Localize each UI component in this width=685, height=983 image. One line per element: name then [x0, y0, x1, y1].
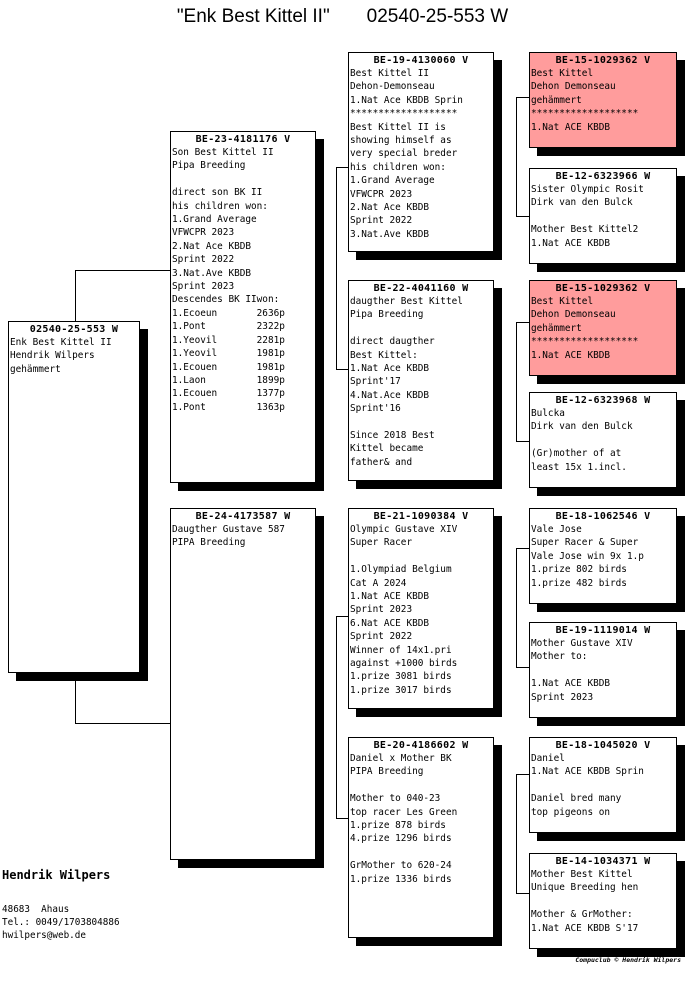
connector [516, 548, 530, 549]
subject-card [8, 321, 140, 673]
grandparent-card [348, 737, 494, 938]
connector [75, 270, 171, 271]
connector [75, 672, 76, 724]
connector [516, 774, 530, 775]
connector [516, 667, 530, 668]
great-grandparent-card [529, 737, 677, 833]
ring-number: BE-18-1062546 V [555, 511, 651, 522]
great-grandparent-card [529, 392, 677, 488]
grandparent-card [348, 508, 494, 709]
pigeon-info: Mother Gustave XIV Mother to: 1.Nat ACE KBDB Sprint 2023 [531, 638, 633, 703]
pigeon-info: Daniel x Mother BK PIPA Breeding Mother to 040-23 top racer Les Green 1.prize 878 birds 4.prize 1296 birds GrMother to 620-24 1.prize 1336 birds [350, 753, 458, 885]
connector [516, 322, 517, 441]
ring-number: BE-15-1029362 V [555, 55, 651, 66]
pigeon-info: Bulcka Dirk van den Bulck (Gr)mother of at least 15x 1.incl. [531, 408, 633, 473]
sire-card [170, 131, 316, 483]
ring-number: BE-15-1029362 V [555, 283, 651, 294]
connector [516, 774, 517, 893]
ring-number: 02540-25-553 W [29, 324, 119, 335]
pigeon-info: Best Kittel Dehon Demonseau gehämmert ******************* 1.Nat ACE KBDB [531, 296, 639, 361]
connector [75, 723, 171, 724]
grandparent-card [348, 52, 494, 252]
pigeon-info: Vale Jose Super Racer & Super Vale Jose win 9x 1.p 1.prize 802 birds 1.prize 482 birds [531, 524, 644, 589]
great-grandparent-card [529, 280, 677, 376]
pigeon-info: Sister Olympic Rosit Dirk van den Bulck Mother Best Kittel2 1.Nat ACE KBDB [531, 184, 644, 249]
connector [336, 616, 337, 818]
pigeon-info: daugther Best Kittel Pipa Breeding direct daugther Best Kittel: 1.Nat Ace KBDB Sprint'17 4.Nat.Ace KBDB Sprint'16 Since 2018 Best Kittel became father& and [350, 296, 463, 468]
connector [516, 97, 517, 216]
pigeon-info: Daugther Gustave 587 PIPA Breeding [172, 524, 285, 549]
ring-number: BE-18-1045020 V [555, 740, 651, 751]
connector [516, 216, 530, 217]
pedigree-title: "Enk Best Kittel II" 02540-25-553 W [176, 6, 509, 27]
great-grandparent-card [529, 508, 677, 604]
pigeon-info: Olympic Gustave XIV Super Racer 1.Olympiad Belgium Cat A 2024 1.Nat ACE KBDB Sprint 2023 6.Nat ACE KBDB Sprint 2022 Winner of 14x1.pri against +1000 birds 1.prize 3081 birds 1.prize 3017 birds [350, 524, 458, 696]
connector [516, 893, 530, 894]
ring-number: BE-22-4041160 W [373, 283, 469, 294]
connector [516, 441, 530, 442]
great-grandparent-card [529, 622, 677, 718]
connector [516, 97, 530, 98]
ring-number: BE-19-1119014 W [555, 625, 651, 636]
connector [75, 270, 76, 322]
ring-number: BE-20-4186602 W [373, 740, 469, 751]
ring-number: BE-24-4173587 W [195, 511, 291, 522]
connector [516, 548, 517, 667]
pigeon-info: Best Kittel Dehon Demonseau gehämmert ******************* 1.Nat ACE KBDB [531, 68, 639, 133]
footer-credit: Compuclub © Hendrik Wilpers [575, 956, 681, 964]
pigeon-info: Mother Best Kittel Unique Breeding hen Mother & GrMother: 1.Nat ACE KBDB S'17 [531, 869, 639, 934]
great-grandparent-card [529, 168, 677, 264]
pigeon-info: Daniel 1.Nat ACE KBDB Sprin Daniel bred many top pigeons on [531, 753, 644, 818]
ring-number: BE-19-4130060 V [373, 55, 469, 66]
ring-number: BE-23-4181176 V [195, 134, 291, 145]
pigeon-info: Son Best Kittel II Pipa Breeding direct son BK II his children won: 1.Grand Average VFWCPR 2023 2.Nat Ace KBDB Sprint 2022 3.Nat.Ave KBDB Sprint 2023 Descendes BK IIwon: 1.Ecoeun 2636p 1.Pont 2322p 1.Yeovil 2281p 1.Yeovil 1981p 1.Ecouen 1981p 1.Laon 1899p 1.Ecouen 1377p 1.Pont 1363p [172, 147, 285, 413]
pigeon-info: Best Kittel II Dehon-Demonseau 1.Nat Ace KBDB Sprin ******************* Best Kittel II is showing himself as very special breder his children won: 1.Grand Average VFWCPR 2023 2.Nat Ace KBDB Sprint 2022 3.Nat.Ave KBDB [350, 68, 463, 240]
ring-number: BE-14-1034371 W [555, 856, 651, 867]
ring-number: BE-12-6323966 W [555, 171, 651, 182]
dam-card [170, 508, 316, 860]
ring-number: BE-21-1090384 V [373, 511, 469, 522]
grandparent-card [348, 280, 494, 481]
great-grandparent-card [529, 52, 677, 148]
pigeon-info: Enk Best Kittel II Hendrik Wilpers gehämmert [10, 337, 112, 375]
breeder-contact: 48683 Ahaus Tel.: 0049/1703804886 hwilpers@web.de [2, 904, 120, 941]
great-grandparent-card [529, 853, 677, 949]
breeder-name: Hendrik Wilpers [2, 868, 111, 882]
connector [516, 322, 530, 323]
connector [336, 167, 337, 369]
ring-number: BE-12-6323968 W [555, 395, 651, 406]
